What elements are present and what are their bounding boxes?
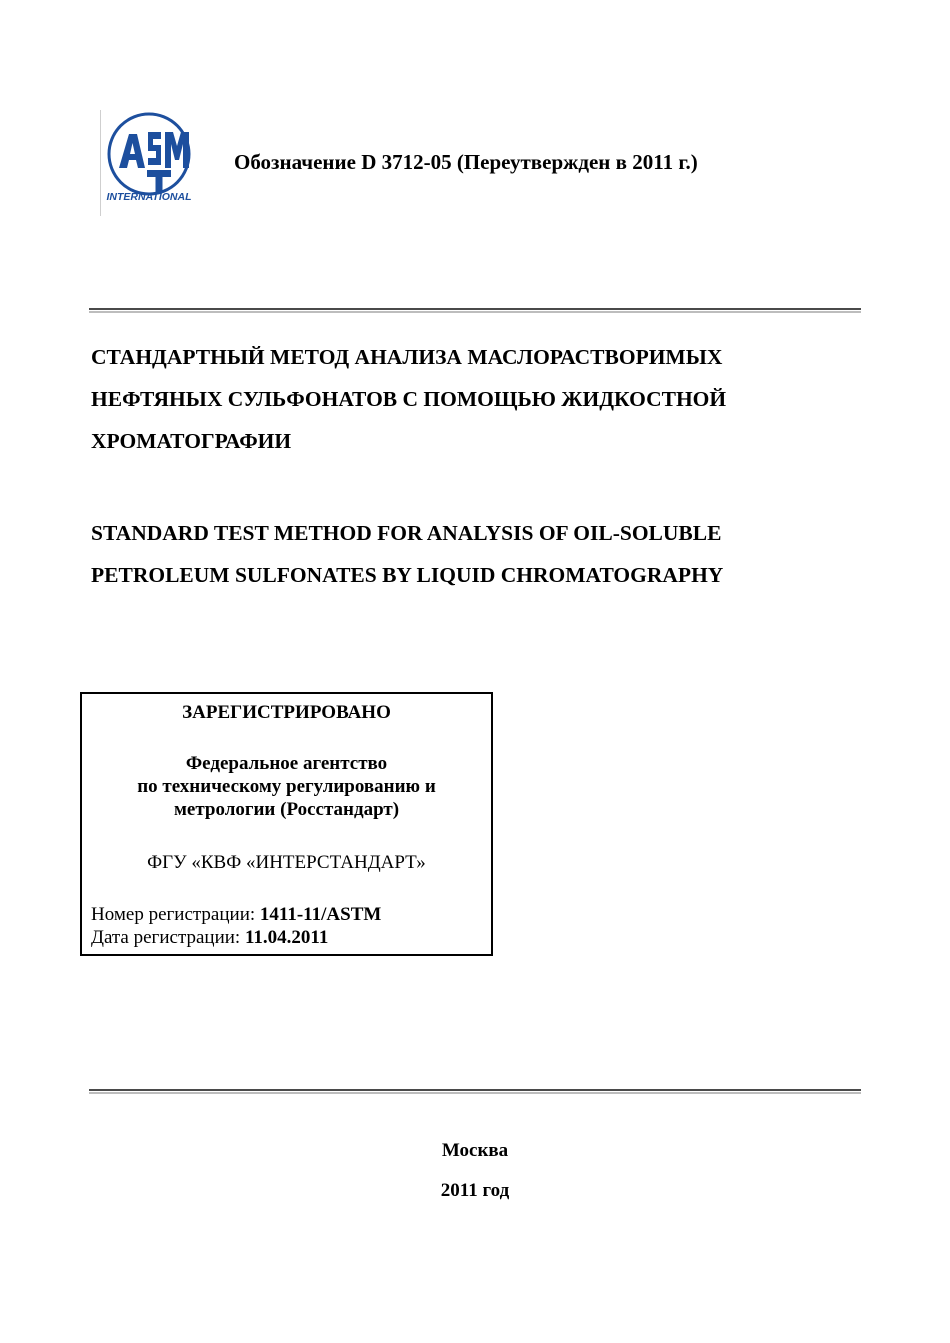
agency-line: Федеральное агентство bbox=[185, 753, 388, 774]
registration-date-label: Дата регистрации: bbox=[91, 927, 241, 948]
registration-date bbox=[91, 927, 328, 949]
title-en-line: PETROLEUM SULFONATES BY LIQUID CHROMATOGRAPHY bbox=[91, 563, 724, 587]
footer-year: 2011 год bbox=[440, 1180, 510, 1201]
registration-number-label: Номер регистрации: bbox=[91, 904, 256, 925]
designation: Обозначение D 3712-05 (Переутвержден в 2011 г.) bbox=[234, 150, 698, 174]
registration-agency bbox=[82, 752, 491, 821]
agency-line: метрологии (Росстандарт) bbox=[173, 799, 400, 820]
registration-number-value: 1411-11/ASTM bbox=[259, 904, 382, 925]
title-english bbox=[91, 512, 871, 596]
registration-heading: ЗАРЕГИСТРИРОВАНО bbox=[182, 702, 391, 723]
title-russian bbox=[91, 336, 871, 462]
footer-city: Москва bbox=[441, 1140, 509, 1161]
registration-number bbox=[91, 904, 381, 926]
astm-logo bbox=[100, 110, 197, 216]
title-ru-line: НЕФТЯНЫХ СУЛЬФОНАТОВ С ПОМОЩЬЮ ЖИДКОСТНОЙ bbox=[91, 387, 727, 411]
registration-box bbox=[80, 692, 493, 956]
logo-subtext: INTERNATIONAL bbox=[106, 191, 192, 203]
agency-line: по техническому регулированию и bbox=[137, 776, 436, 797]
registration-date-value: 11.04.2011 bbox=[244, 927, 329, 948]
registration-organization: ФГУ «КВФ «ИНТЕРСТАНДАРТ» bbox=[147, 852, 426, 873]
bottom-divider bbox=[89, 1089, 861, 1091]
title-en-line: STANDARD TEST METHOD FOR ANALYSIS OF OIL-SOLUBLE bbox=[91, 521, 722, 545]
title-ru-line: СТАНДАРТНЫЙ МЕТОД АНАЛИЗА МАСЛОРАСТВОРИМЫХ bbox=[91, 345, 723, 369]
title-ru-line: ХРОМАТОГРАФИИ bbox=[91, 429, 292, 453]
top-divider bbox=[89, 308, 861, 310]
